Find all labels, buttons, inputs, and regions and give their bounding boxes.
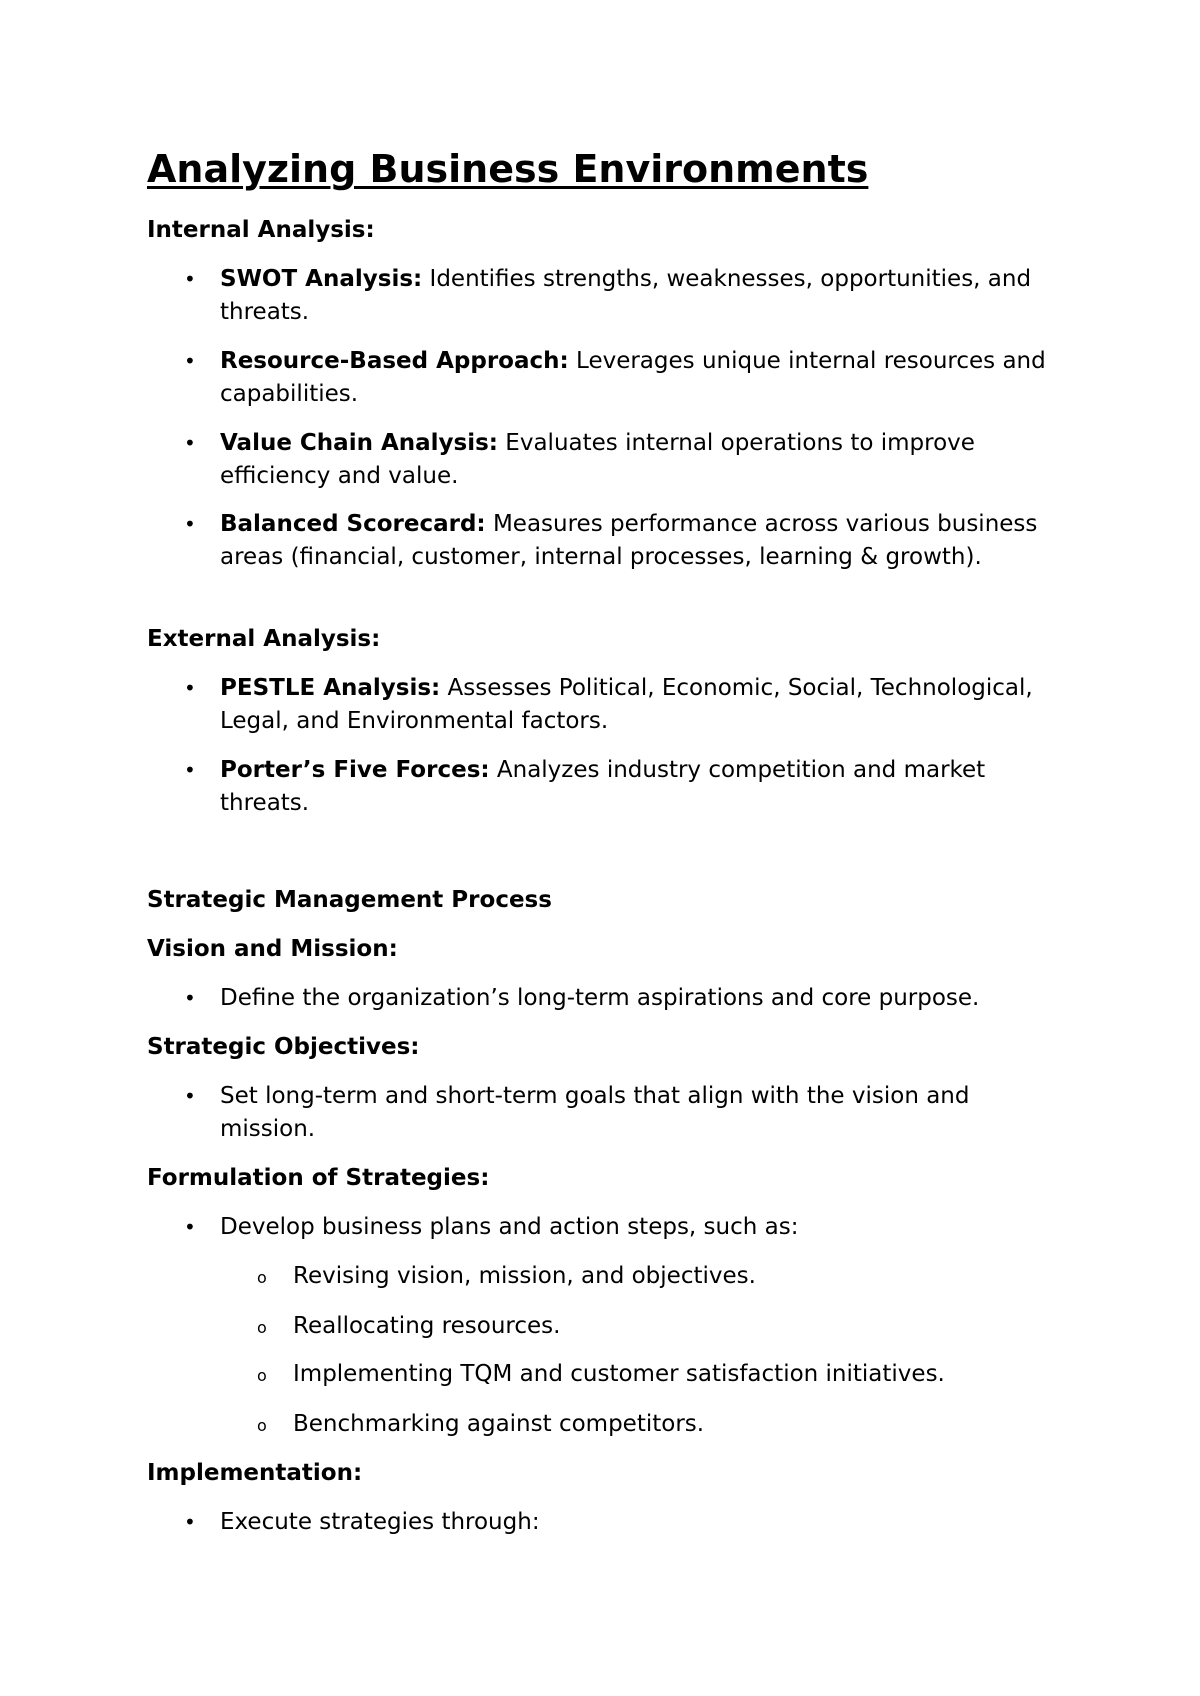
document-title: Analyzing Business Environments xyxy=(147,147,869,191)
circle-bullet-icon: o xyxy=(257,1366,267,1385)
item-term: Resource-Based Approach: xyxy=(220,348,569,374)
item-description: Identifies strengths, weaknesses, opportunities, and threats. xyxy=(220,266,1032,325)
item-description: Leverages unique internal resources and capabilities. xyxy=(220,348,1046,407)
circle-bullet-icon: o xyxy=(257,1318,267,1337)
item-description: Assesses Political, Economic, Social, Technological, Legal, and Environmental factors. xyxy=(220,675,1033,734)
bullet-icon: • xyxy=(184,986,196,1010)
bullet-icon: • xyxy=(184,1084,196,1108)
sub-list-item: o Implementing TQM and customer satisfaction initiatives. xyxy=(257,1358,1137,1391)
item-term: PESTLE Analysis: xyxy=(220,675,441,701)
list-item xyxy=(184,754,1064,819)
formulation-heading: Formulation of Strategies: xyxy=(147,1165,490,1191)
list-item xyxy=(184,345,1064,410)
list-item: • Define the organization’s long-term aspirations and core purpose. xyxy=(184,982,1064,1015)
item-term: SWOT Analysis: xyxy=(220,266,423,292)
vision-mission-heading: Vision and Mission: xyxy=(147,936,398,962)
item-description: Evaluates internal operations to improve efficiency and value. xyxy=(220,430,975,489)
bullet-icon: • xyxy=(184,267,196,291)
bullet-icon: • xyxy=(184,1510,196,1534)
bullet-icon: • xyxy=(184,349,196,373)
list-item xyxy=(184,427,1064,492)
internal-analysis-heading: Internal Analysis: xyxy=(147,217,375,243)
sub-list-item: o Revising vision, mission, and objectives. xyxy=(257,1260,1137,1293)
sub-list-item: o Benchmarking against competitors. xyxy=(257,1408,1137,1441)
list-item: • Develop business plans and action steps, such as: xyxy=(184,1211,1064,1244)
item-term: Porter’s Five Forces: xyxy=(220,757,490,783)
implementation-heading: Implementation: xyxy=(147,1460,363,1486)
bullet-icon: • xyxy=(184,1215,196,1239)
bullet-icon: • xyxy=(184,431,196,455)
sub-list-item: o Reallocating resources. xyxy=(257,1310,1137,1343)
circle-bullet-icon: o xyxy=(257,1268,267,1287)
bullet-icon: • xyxy=(184,676,196,700)
item-description: Analyzes industry competition and market threats. xyxy=(220,757,986,816)
list-item xyxy=(184,263,1064,328)
item-term: Value Chain Analysis: xyxy=(220,430,498,456)
item-term: Balanced Scorecard: xyxy=(220,511,486,537)
circle-bullet-icon: o xyxy=(257,1416,267,1435)
strategic-objectives-heading: Strategic Objectives: xyxy=(147,1034,420,1060)
item-description: Measures performance across various business areas (financial, customer, internal processes, learning & growth). xyxy=(220,511,1038,570)
list-item: • Execute strategies through: xyxy=(184,1506,1064,1539)
bullet-icon: • xyxy=(184,512,196,536)
list-item: • Set long-term and short-term goals that align with the vision and mission. xyxy=(184,1080,1064,1145)
external-analysis-heading: External Analysis: xyxy=(147,626,381,652)
list-item xyxy=(184,508,1064,573)
list-item xyxy=(184,672,1064,737)
bullet-icon: • xyxy=(184,758,196,782)
strategic-management-heading: Strategic Management Process xyxy=(147,887,552,913)
